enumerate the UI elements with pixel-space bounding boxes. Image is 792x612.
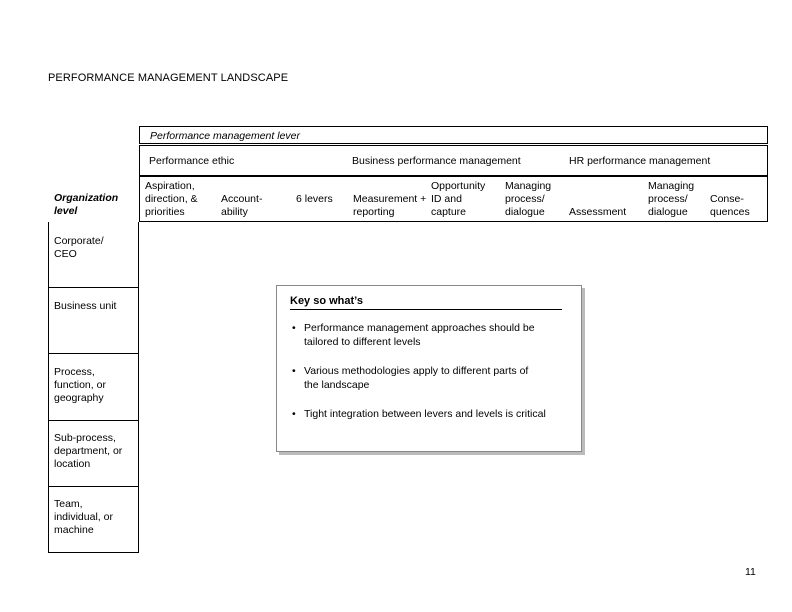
bullet-icon: • [292,365,296,377]
level-label: Business unit [54,300,117,312]
key-title-underline [290,309,562,310]
level-label: Team, individual, or machine [54,498,113,536]
level-business-unit [49,288,139,354]
lever-cell-consequences: Conse- quences [710,193,750,218]
lever-cell-managing-hr: Managing process/ dialogue [648,180,695,218]
level-label: Corporate/ CEO [54,235,104,260]
lever-group-business: Business performance management [352,155,521,167]
key-bullet-text: Various methodologies apply to different parts of the landscape [304,365,529,391]
lever-cell-6-levers: 6 levers [296,193,333,205]
organization-level-header: Organization level [54,192,119,217]
lever-cell-measurement: Measurement + reporting [353,193,427,218]
page-title: PERFORMANCE MANAGEMENT LANDSCAPE [48,72,289,84]
level-sub-process [49,421,139,487]
key-title: Key so what’s [290,295,363,307]
page-number: 11 [745,566,756,578]
lever-cell-opportunity: Opportunity ID and capture [431,180,486,218]
lever-header-label: Performance management lever [150,130,300,142]
lever-cell-accountability: Account- ability [221,193,263,218]
level-label: Sub-process, department, or location [54,432,123,470]
level-corporate [49,222,139,288]
lever-cell-assessment: Assessment [569,206,627,218]
level-team [49,487,139,553]
level-label: Process, function, or geography [54,366,106,404]
key-bullet-text: Performance management approaches should be tailored to different levels [304,322,535,348]
lever-header [139,126,768,144]
lever-group-performance-ethic: Performance ethic [149,155,235,167]
level-process [49,354,139,421]
lever-cell-aspiration: Aspiration, direction, & priorities [145,180,198,218]
bullet-icon: • [292,322,296,334]
bullet-icon: • [292,408,296,420]
lever-cell-managing-business: Managing process/ dialogue [505,180,552,218]
key-bullet-text: Tight integration between levers and levels is critical [304,408,546,420]
lever-group-hr: HR performance management [569,155,711,167]
levels-column [48,222,139,553]
